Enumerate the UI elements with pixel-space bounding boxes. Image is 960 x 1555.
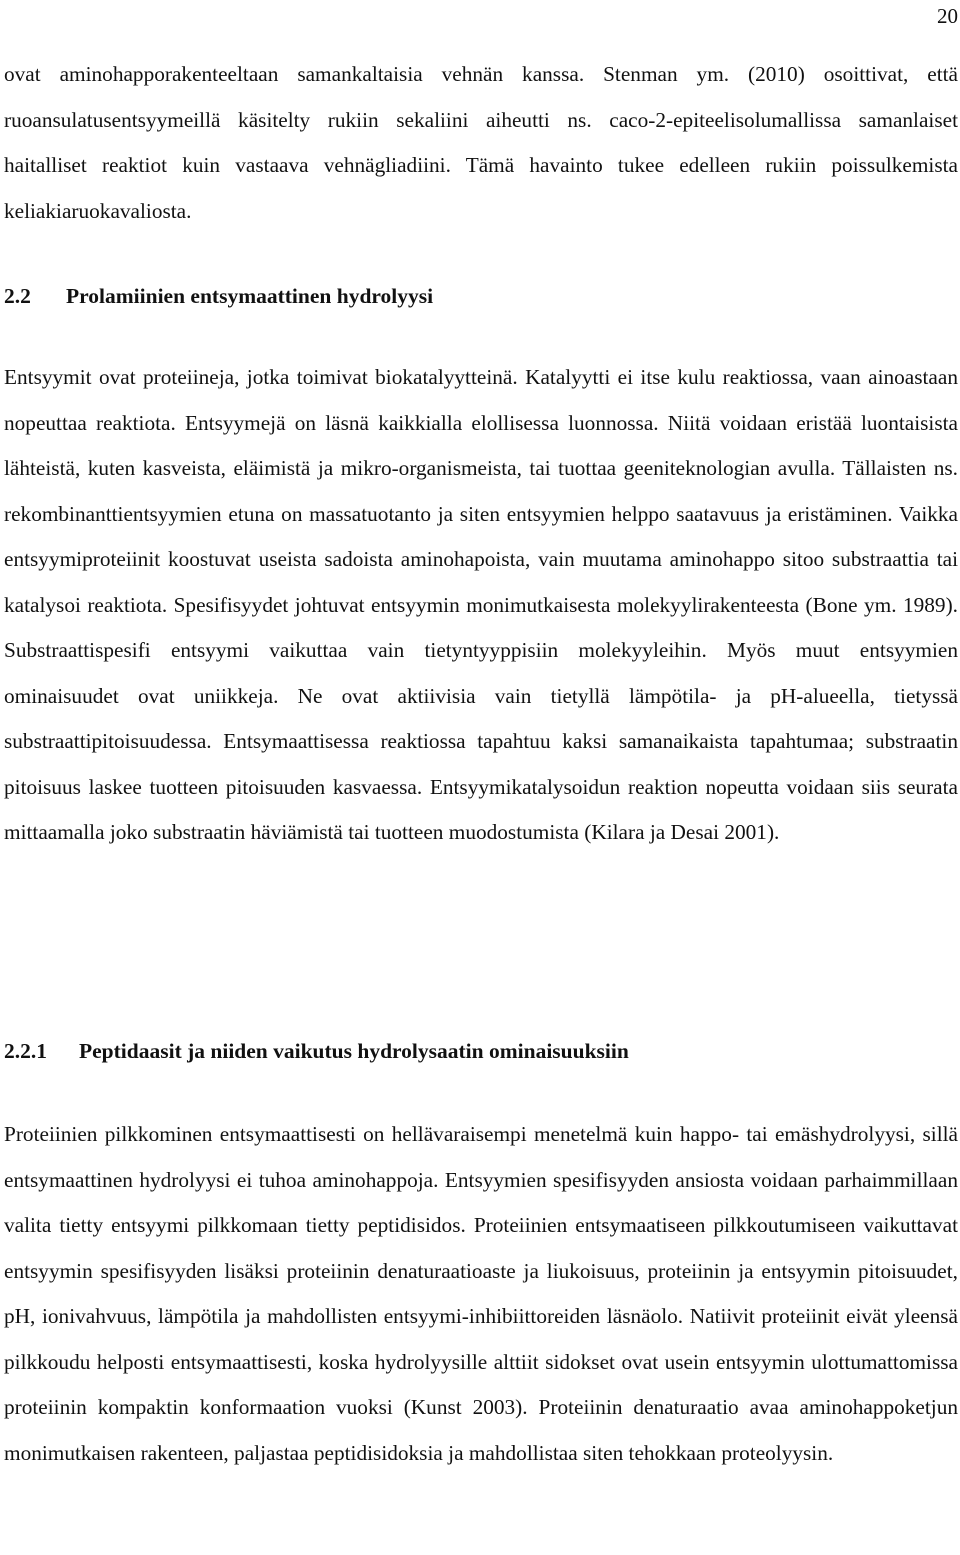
section-title: Prolamiinien entsymaattinen hydrolyysi [66, 284, 434, 308]
section-heading-2-2-1 [4, 1037, 629, 1065]
paragraph-peptidases: Proteiinien pilkkominen entsymaattisesti on hellävaraisempi menetelmä kuin happo- tai emäshydrolyysi, sillä entsymaattinen hydrolyysi ei tuhoa aminohappoja. Entsyymien spesifisyyden ansiosta voidaan parhaimmillaan valita tietty entsyymi pilkkomaan tietty peptidisidos. Proteiinien entsymaatiseen pilkkoutumiseen vaikuttavat entsyymin spesifisyyden lisäksi proteiinin denaturaatioaste ja liukoisuus, proteiinin ja entsyymin pitoisuudet, pH, ionivahvuus, lämpötila ja mahdollisten entsyymi-inhibiittoreiden läsnäolo. Natiivit proteiinit eivät yleensä pilkkoudu helposti entsymaattisesti, koska hydrolyysille alttiit sidokset ovat usein entsyymin ulottumattomissa proteiinin kompaktin konformaation vuoksi (Kunst 2003). Proteiinin denaturaatio avaa aminohappoketjun monimutkaisen rakenteen, paljastaa peptidisidoksia ja mahdollistaa siten tehokkaan proteolyysin. [4, 1122, 958, 1465]
paragraph-enzymes: Entsyymit ovat proteiineja, jotka toimivat biokatalyytteinä. Katalyytti ei itse kulu reaktiossa, vaan ainoastaan nopeuttaa reaktiota. Entsyymejä on läsnä kaikkialla elollisessa luonnossa. Niitä voidaan eristää luontaisista lähteistä, kuten kasveista, eläimistä ja mikro-organismeista, tai tuottaa geeniteknologian avulla. Tällaisten ns. rekombinanttientsyymien etuna on massatuotanto ja siten entsyymien helppo saatavuus ja eristäminen. Vaikka entsyymiproteiinit koostuvat useista sadoista aminohapoista, vain muutama aminohappo sitoo substraattia tai katalysoi reaktiota. Spesifisyydet johtuvat entsyymin monimutkaisesta molekyylirakenteesta (Bone ym. 1989). Substraattispesifi entsyymi vaikuttaa vain tietyntyyppisiin molekyyleihin. Myös muut entsyymien ominaisuudet ovat uniikkeja. Ne ovat aktiivisia vain tietyllä lämpötila- ja pH-alueella, tietyssä substraattipitoisuudessa. Entsymaattisessa reaktiossa tapahtuu kaksi samanaikaista tapahtumaa; substraatin pitoisuus laskee tuotteen pitoisuuden kasvaessa. Entsyymikatalysoidun reaktion nopeutta voidaan siis seurata mittaamalla joko substraatin häviämistä tai tuotteen muodostumista (Kilara ja Desai 2001). [4, 365, 958, 844]
subsection-title: Peptidaasit ja niiden vaikutus hydrolysaatin ominaisuuksiin [79, 1039, 629, 1063]
section-heading-2-2 [4, 282, 433, 310]
section-number: 2.2 [4, 284, 31, 308]
subsection-number: 2.2.1 [4, 1039, 47, 1063]
page-number: 20 [937, 4, 958, 28]
paragraph-intro: ovat aminohapporakenteeltaan samankaltaisia vehnän kanssa. Stenman ym. (2010) osoittivat, että ruoansulatusentsyymeillä käsitelty rukiin sekaliini aiheutti ns. caco-2-epiteelisolumallissa samanlaiset haitalliset reaktiot kuin vastaava vehnägliadiini. Tämä havainto tukee edelleen rukiin poissulkemista keliakiaruokavaliosta. [4, 62, 958, 223]
